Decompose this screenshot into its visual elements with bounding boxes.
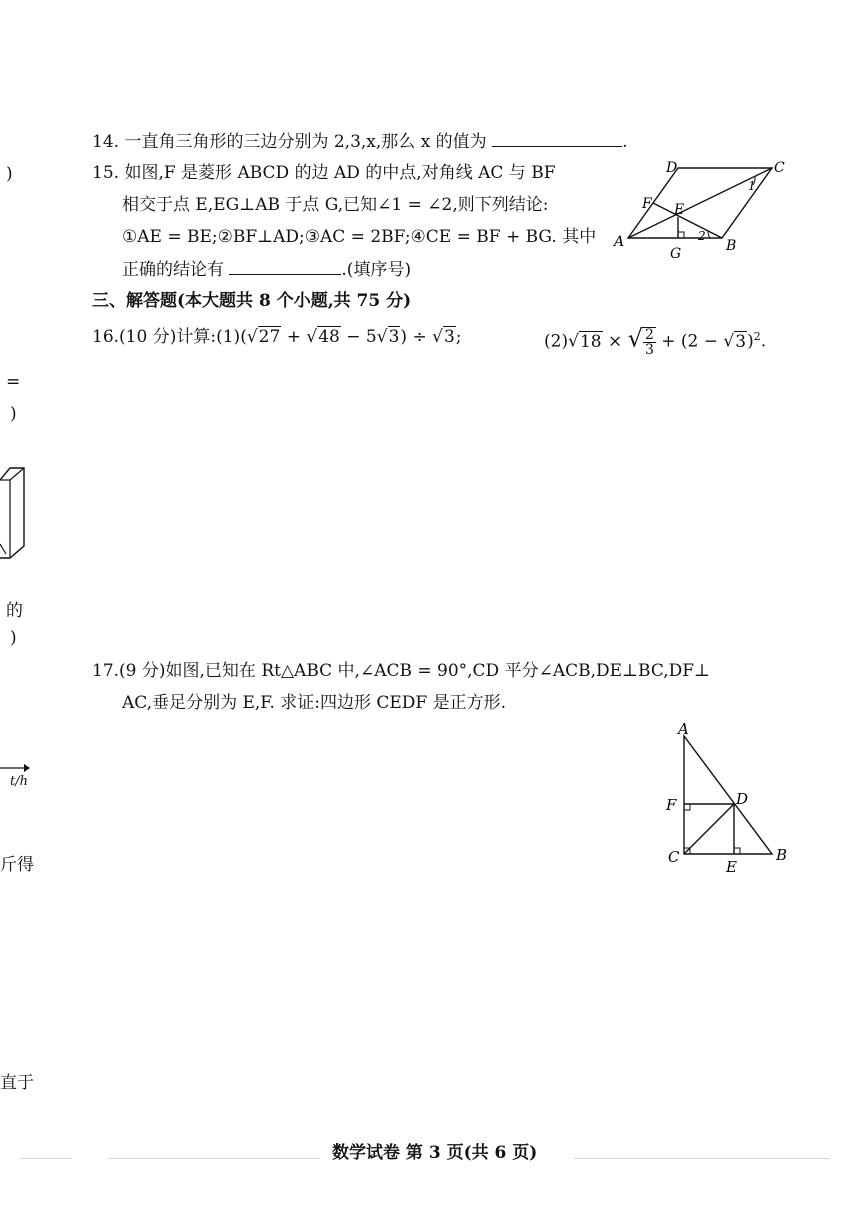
question-text: 正确的结论有 <box>122 260 224 280</box>
radicand: 3 <box>388 327 400 347</box>
point-c-label: C <box>774 160 785 176</box>
point-f-label: F <box>642 196 652 212</box>
point-e-label: E <box>726 858 737 876</box>
sqrt-sign: √ <box>246 327 258 347</box>
point-g-label: G <box>670 246 682 262</box>
sqrt-sign: √ <box>306 327 318 347</box>
margin-text: 的 <box>6 601 23 621</box>
sqrt-sign: √ <box>568 331 579 352</box>
question-number: 16. <box>92 327 120 347</box>
punctuation: . <box>760 331 767 352</box>
radicand: 3 <box>735 331 747 352</box>
exponent: 2 <box>753 330 761 343</box>
question-number: 14. <box>92 132 120 152</box>
point-c-label: C <box>668 848 680 866</box>
fraction-numerator: 2 <box>644 327 654 344</box>
margin-prism-fragment <box>0 466 30 566</box>
footer-rule <box>574 1158 830 1159</box>
answer-blank[interactable] <box>492 130 622 147</box>
part-label: (1) <box>216 327 241 347</box>
part-label: (2) <box>544 331 569 352</box>
question-text: 如图,已知在 Rt△ABC 中,∠ACB = 90°,CD 平分∠ACB,DE⊥BC,DF⊥ <box>165 661 711 681</box>
question-score: (10 分) <box>119 327 177 347</box>
radicand: 18 <box>579 331 602 352</box>
question-number: 17. <box>92 661 120 681</box>
question-end: . <box>622 132 628 152</box>
margin-text: 斤得 <box>0 855 34 875</box>
angle-1-label: 1 <box>748 179 756 193</box>
point-f-label: F <box>666 796 677 814</box>
paren: ) <box>747 331 754 352</box>
paren: ( <box>240 327 247 347</box>
section-heading: 三、解答题(本大题共 8 个小题,共 75 分) <box>92 291 412 311</box>
sqrt-sign: √ <box>723 331 735 352</box>
point-b-label: B <box>776 846 788 864</box>
operator: + <box>281 327 307 347</box>
figure-15-rhombus <box>612 152 802 264</box>
margin-text: 直于 <box>0 1073 34 1093</box>
question-line <box>122 258 411 281</box>
page-footer: 数学试卷 第 3 页(共 6 页) <box>332 1143 538 1163</box>
footer-rule <box>108 1158 320 1159</box>
point-e-label: E <box>674 202 685 218</box>
margin-equals: = <box>6 372 21 392</box>
segment-cd <box>684 804 734 854</box>
question-14 <box>92 130 628 153</box>
paren: ) <box>400 327 408 347</box>
margin-paren: ) <box>10 628 17 648</box>
point-a-label: A <box>614 234 625 250</box>
point-d-label: D <box>666 160 678 176</box>
sqrt-sign: √ <box>376 327 388 347</box>
question-text: 计算: <box>176 327 217 347</box>
point-b-label: B <box>726 238 737 254</box>
question-number: 15. <box>92 163 120 183</box>
question-score: (9 分) <box>119 661 166 681</box>
angle-2-label: 2 <box>698 229 706 243</box>
radicand: 27 <box>258 327 281 347</box>
figure-17-triangle <box>660 718 800 878</box>
margin-axis-label: t/h <box>10 774 28 789</box>
question-text: .(填序号) <box>341 260 412 280</box>
question-line <box>92 162 556 184</box>
radicand: 48 <box>318 327 340 347</box>
operator: − 5 <box>340 327 377 347</box>
margin-paren: ) <box>6 164 13 184</box>
question-16 <box>92 326 462 348</box>
question-text: 一直角三角形的三边分别为 2,3,x,那么 x 的值为 <box>124 132 487 152</box>
question-text: 如图,F 是菱形 ABCD 的边 AD 的中点,对角线 AC 与 BF <box>124 163 556 183</box>
footer-rule <box>20 1158 72 1159</box>
point-a-label: A <box>678 720 689 738</box>
triangle-abc <box>684 736 772 854</box>
question-line: ①AE = BE;②BF⊥AD;③AC = 2BF;④CE = BF + BG. 其中 <box>122 227 597 247</box>
fraction-denominator: 3 <box>644 342 654 359</box>
radicand: 3 <box>443 327 455 347</box>
fraction <box>643 327 656 357</box>
operator: + (2 − <box>655 331 724 352</box>
operator: ÷ <box>407 327 433 347</box>
margin-axis-arrow <box>0 762 30 774</box>
punctuation: ; <box>455 327 462 347</box>
question-line: 相交于点 E,EG⊥AB 于点 G,已知∠1 = ∠2,则下列结论: <box>122 195 549 215</box>
operator: × <box>602 331 628 352</box>
margin-paren: ) <box>10 404 17 424</box>
point-d-label: D <box>736 790 749 808</box>
question-line: AC,垂足分别为 E,F. 求证:四边形 CEDF 是正方形. <box>122 693 507 713</box>
sqrt-sign: √ <box>627 324 643 353</box>
sqrt-sign: √ <box>432 327 443 347</box>
question-16-part-2 <box>544 322 766 357</box>
answer-blank[interactable] <box>229 258 341 275</box>
question-line <box>92 660 710 682</box>
